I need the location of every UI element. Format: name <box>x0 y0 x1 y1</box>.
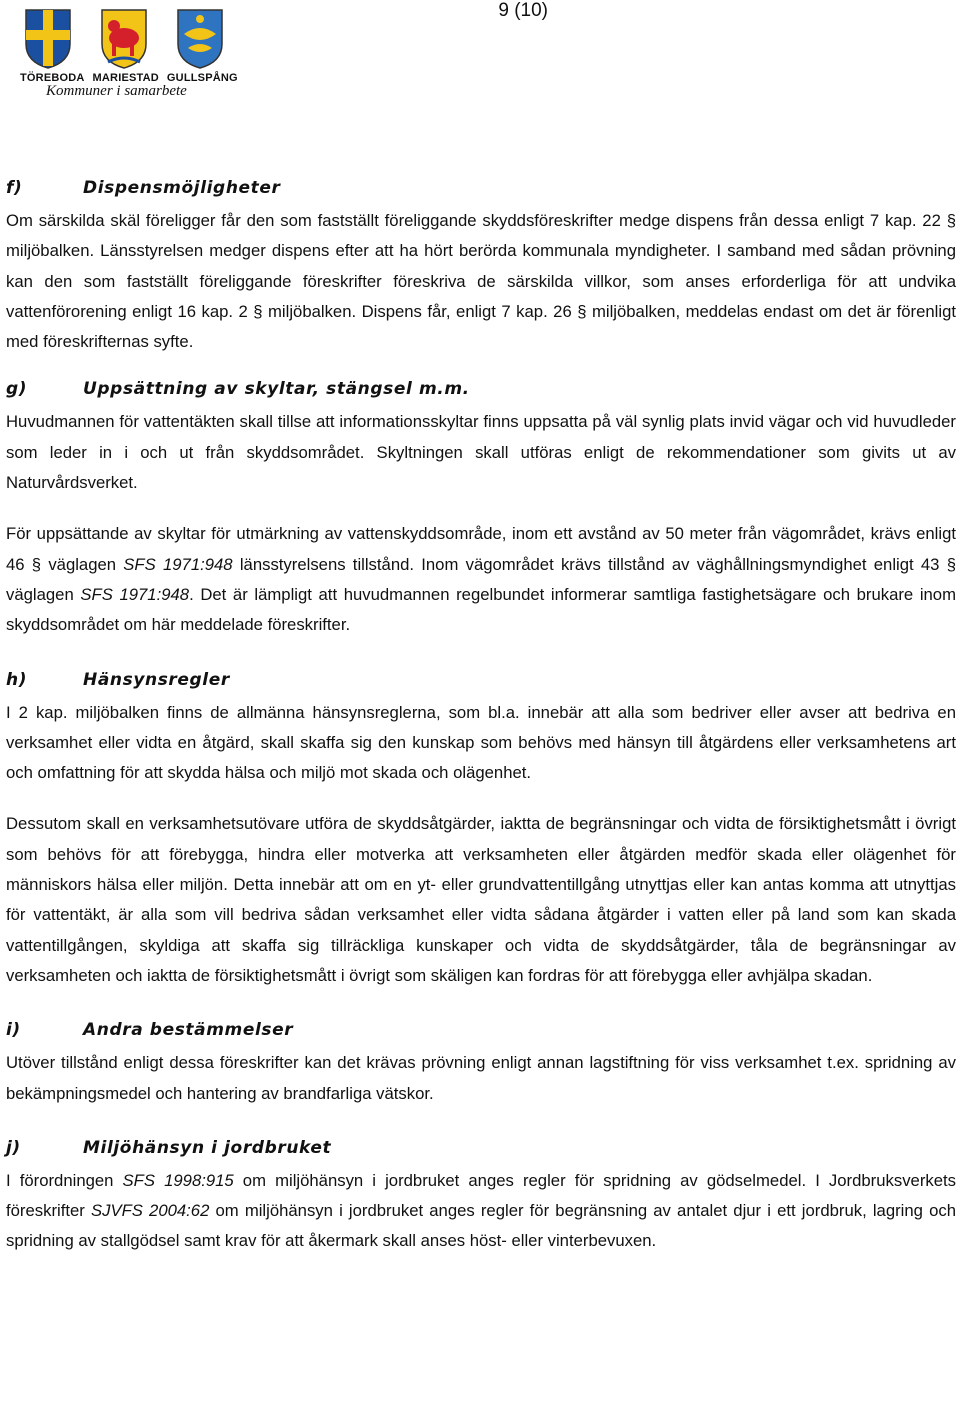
section-title: Miljöhänsyn i jordbruket <box>83 1137 332 1158</box>
municipality-name: TÖREBODA <box>20 72 85 84</box>
text-run: I förordningen <box>6 1170 123 1190</box>
section-heading-f <box>6 170 956 206</box>
section-title: Andra bestämmelser <box>83 1020 294 1041</box>
text-run: om miljöhänsyn i jordbruket anges regler för begränsning av antalet djur i ett jordbruk, lagring och spridning av stallgödsel samt krav för att åkermark skall anses höst- eller vinterbevuxen. <box>6 1201 956 1251</box>
section-letter: h) <box>6 669 28 690</box>
section-heading-i <box>6 1012 956 1048</box>
gullspang-shield-icon <box>176 8 224 70</box>
toreboda-shield-icon <box>24 8 72 70</box>
paragraph <box>6 519 956 640</box>
municipality-name: GULLSPÅNG <box>166 72 238 84</box>
paragraph: Huvudmannen för vattentäkten skall tillse att informationsskyltar finns uppsatta på väl synlig plats invid vägar och vid huvudleder som leder in i och ut från skyddsområdet. Skyltningen skall utföras enligt de rekommendationer som givits ut av Naturvårdsverket. <box>6 412 956 493</box>
logo-tagline: Kommuner i samarbete <box>46 83 187 99</box>
page-number: 9 (10) <box>498 0 548 21</box>
section-title: Dispensmöjligheter <box>83 178 281 198</box>
law-reference: SFS 1971:948 <box>80 584 190 604</box>
section-heading-h <box>6 662 956 698</box>
paragraph: Utöver tillstånd enligt dessa föreskrifter kan det krävas prövning enligt annan lagstiftning för viss verksamhet t.ex. spridning av bekämpningsmedel och hantering av brandfarliga vätskor. <box>6 1053 956 1103</box>
law-reference: SFS 1998:915 <box>122 1170 234 1190</box>
municipality-name: MARIESTAD <box>92 72 159 84</box>
section-letter: j) <box>6 1137 21 1158</box>
paragraph: I 2 kap. miljöbalken finns de allmänna hänsynsreglerna, som bl.a. innebär att alla som bedriver eller avser att bedriva en verksamhet eller vidta en åtgärd, skall skaffa sig den kunskap som behövs med hänsyn till åtgärdens eller verksamhetens art och omfattning för att skydda hälsa och miljö mot skada och olägenhet. <box>6 702 956 783</box>
document-body <box>6 170 956 1278</box>
text-run: om miljöhänsyn i jordbruket anges regler för spridning av gödselmedel. I Jordbruksverkets föreskrifter <box>6 1170 956 1221</box>
coats-of-arms <box>24 8 240 70</box>
section-title: Hänsynsregler <box>83 669 230 690</box>
paragraph <box>6 1166 956 1257</box>
paragraph: Dessutom skall en verksamhetsutövare utföra de skyddsåtgärder, iaktta de begränsningar och vidta de försiktighetsmått i övrigt som behövs för att förebygga, hindra eller motverka att verksamheten eller åtgärden medför skada eller olägenhet för människors hälsa eller miljön. Detta innebär att om en yt- eller grundvattentillgång utnyttjas eller kan antas komma att utnyttjas för vattentäkt, är alla som vill bedriva sådan verksamhet eller vidta sådana åtgärder i vatten eller på land som kan skada vattentillgången, skyldiga att skaffa sig tillräckliga kunskaper och vidta de skyddsåtgärder, tåla de begränsningar av verksamheten och iaktta de försiktighetsmått i övrigt som skäligen kan fordras för att förebygga eller avhjälpa skadan. <box>6 814 956 985</box>
section-letter: f) <box>6 178 23 198</box>
section-letter: i) <box>6 1020 21 1041</box>
law-reference: SJVFS 2004:62 <box>90 1201 210 1221</box>
text-run: länsstyrelsens tillstånd. Inom vägområdet krävs tillstånd av väghållningsmyndighet enligt 43 § väglagen <box>6 554 956 604</box>
section-heading-j <box>6 1130 956 1166</box>
municipal-logo <box>20 8 240 116</box>
section-title: Uppsättning av skyltar, stängsel m.m. <box>83 379 470 400</box>
section-heading-g <box>6 371 956 407</box>
paragraph: Om särskilda skäl föreligger får den som fastställt föreliggande skyddsföreskrifter medge dispens från dessa enligt 7 kap. 22 § miljöbalken. Länsstyrelsen medger dispens efter att ha hört berörda kommunala myndigheter. I samband med sådan prövning kan den som fastställt föreliggande föreskrifter föreskriva de särskilda villkor, som anses erforderliga för att undvika vattenförorening enligt 16 kap. 2 § miljöbalken. Dispens får, enligt 7 kap. 26 § miljöbalken, meddelas endast om det är förenligt med föreskrifternas syfte. <box>6 211 956 352</box>
text-run: . Det är lämpligt att huvudmannen regelbundet informerar samtliga fastighetsägare och brukare inom skyddsområdet om här meddelade föreskrifter. <box>6 584 956 635</box>
law-reference: SFS 1971:948 <box>123 554 233 574</box>
section-letter: g) <box>6 379 28 400</box>
text-run: För uppsättande av skyltar för utmärkning av vattenskyddsområde, inom ett avstånd av 50 meter från vägområdet, krävs enligt 46 § väglagen <box>6 524 956 574</box>
mariestad-shield-icon <box>100 8 148 70</box>
